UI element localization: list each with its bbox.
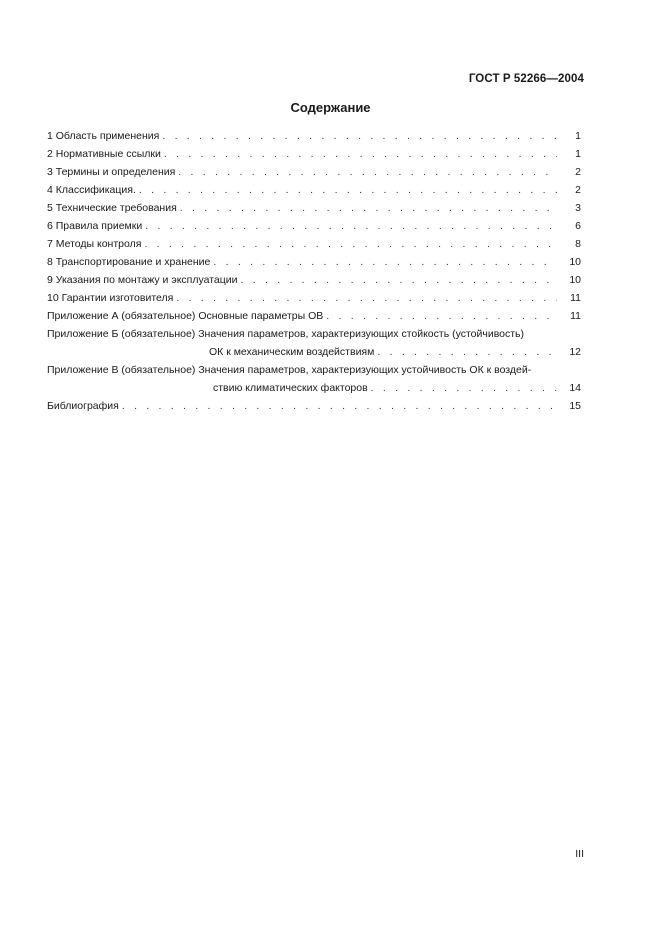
- leader-dots: [371, 379, 557, 397]
- toc-entry-label: 8 Транспортирование и хранение: [47, 256, 211, 268]
- toc-entry-page: 2: [575, 166, 581, 178]
- toc-entry-label: ОК к механическим воздействиям: [209, 346, 375, 358]
- toc-entry-label: Библиография: [47, 400, 119, 412]
- toc-entry[interactable]: [47, 163, 581, 181]
- toc-entry-label: 7 Методы контроля: [47, 238, 142, 250]
- toc-entry-page: 2: [575, 184, 581, 196]
- leader-dots: [139, 181, 557, 199]
- leader-dots: [144, 235, 557, 253]
- toc-entry[interactable]: [47, 235, 581, 253]
- toc-entry-page: 10: [569, 274, 581, 286]
- toc-entry[interactable]: [47, 217, 581, 235]
- leader-dots: [122, 397, 557, 415]
- toc-entry-label: 6 Правила приемки: [47, 220, 143, 232]
- toc-entry[interactable]: [47, 343, 581, 361]
- leader-dots: [176, 289, 557, 307]
- leader-dots: [178, 163, 557, 181]
- toc-entry[interactable]: [47, 145, 581, 163]
- leader-dots: [213, 253, 557, 271]
- toc-entry-label: 9 Указания по монтажу и эксплуатации: [47, 274, 238, 286]
- toc-entry[interactable]: [47, 199, 581, 217]
- leader-dots: [164, 145, 557, 163]
- toc-entry[interactable]: [47, 271, 581, 289]
- toc-entry[interactable]: [47, 379, 581, 397]
- toc-entry-page: 1: [575, 148, 581, 160]
- toc-entry-label: 2 Нормативные ссылки: [47, 148, 161, 160]
- leader-dots: [145, 217, 557, 235]
- toc-entry[interactable]: [47, 127, 581, 145]
- leader-dots: [180, 199, 557, 217]
- leader-dots: [377, 343, 557, 361]
- toc-entry-label: Приложение А (обязательное) Основные параметры ОВ: [47, 310, 324, 322]
- toc-entry-label: 1 Область применения: [47, 130, 160, 142]
- toc-entry-page: 8: [575, 238, 581, 250]
- page-title: Содержание: [290, 100, 371, 115]
- page-number: III: [575, 848, 584, 860]
- toc-entry-page: 14: [569, 382, 581, 394]
- table-of-contents: [47, 127, 581, 415]
- toc-entry[interactable]: [47, 307, 581, 325]
- leader-dots: [326, 307, 557, 325]
- toc-entry-label: 4 Классификация.: [47, 184, 136, 196]
- leader-dots: [241, 271, 558, 289]
- toc-entry-label: 10 Гарантии изготовителя: [47, 292, 174, 304]
- toc-entry-page: 3: [575, 202, 581, 214]
- appendix-v-heading[interactable]: Приложение В (обязательное) Значения параметров, характеризующих устойчивость ОК к воздей-: [47, 364, 532, 376]
- leader-dots: [162, 127, 557, 145]
- toc-entry-page: 10: [569, 256, 581, 268]
- document-code: ГОСТ Р 52266—2004: [468, 73, 584, 85]
- toc-entry-page: 12: [569, 346, 581, 358]
- toc-entry[interactable]: [47, 253, 581, 271]
- toc-entry-page: 15: [569, 400, 581, 412]
- toc-entry-page: 6: [575, 220, 581, 232]
- toc-entry-label: 5 Технические требования: [47, 202, 177, 214]
- toc-entry[interactable]: [47, 289, 581, 307]
- appendix-b-heading[interactable]: Приложение Б (обязательное) Значения параметров, характеризующих стойкость (устойчивость): [47, 328, 525, 340]
- toc-entry-label: 3 Термины и определения: [47, 166, 176, 178]
- toc-entry[interactable]: [47, 397, 581, 415]
- toc-entry[interactable]: [47, 181, 581, 199]
- toc-entry-page: 11: [570, 310, 581, 322]
- toc-entry-page: 11: [570, 292, 581, 304]
- toc-entry-label: ствию климатических факторов: [213, 382, 368, 394]
- toc-entry-page: 1: [575, 130, 581, 142]
